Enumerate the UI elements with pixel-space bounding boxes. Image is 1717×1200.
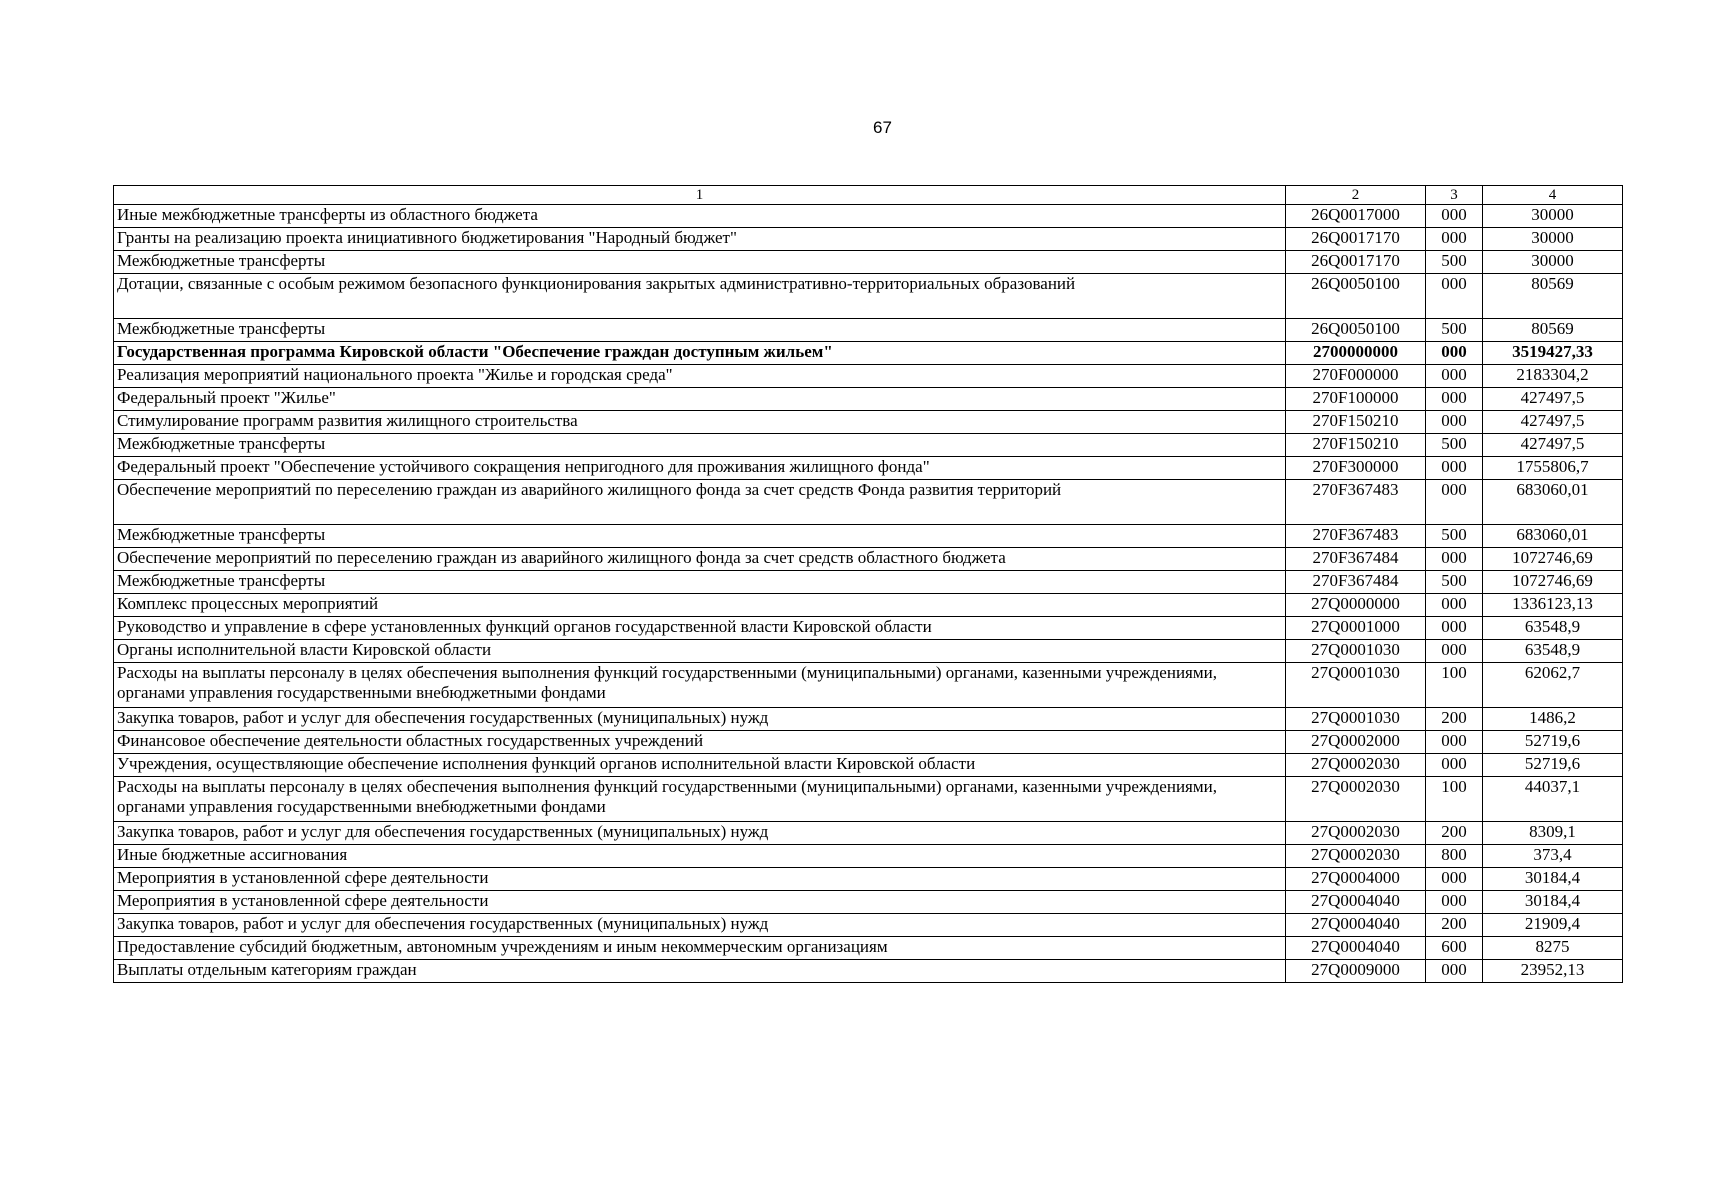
row-code: 27Q0009000 — [1286, 960, 1426, 983]
header-col-amount: 4 — [1483, 186, 1623, 205]
row-amount: 80569 — [1483, 274, 1623, 319]
table-row — [114, 251, 1623, 274]
row-name: Межбюджетные трансферты — [114, 525, 1286, 548]
row-type: 000 — [1426, 365, 1483, 388]
row-amount: 8275 — [1483, 937, 1623, 960]
row-type: 000 — [1426, 388, 1483, 411]
row-type: 000 — [1426, 411, 1483, 434]
row-amount: 8309,1 — [1483, 822, 1623, 845]
row-code: 270F367484 — [1286, 548, 1426, 571]
row-amount: 1336123,13 — [1483, 594, 1623, 617]
row-name: Закупка товаров, работ и услуг для обеспечения государственных (муниципальных) нужд — [114, 708, 1286, 731]
row-amount: 30000 — [1483, 251, 1623, 274]
table-row — [114, 754, 1623, 777]
row-type: 000 — [1426, 594, 1483, 617]
row-amount: 1072746,69 — [1483, 571, 1623, 594]
row-type: 000 — [1426, 754, 1483, 777]
row-type: 500 — [1426, 571, 1483, 594]
row-code: 27Q0004040 — [1286, 937, 1426, 960]
row-name: Реализация мероприятий национального проекта "Жилье и городская среда" — [114, 365, 1286, 388]
table-row — [114, 868, 1623, 891]
table-row — [114, 457, 1623, 480]
table-row — [114, 845, 1623, 868]
header-col-code: 2 — [1286, 186, 1426, 205]
row-amount: 30184,4 — [1483, 868, 1623, 891]
row-type: 000 — [1426, 868, 1483, 891]
row-type: 200 — [1426, 708, 1483, 731]
table-row — [114, 342, 1623, 365]
row-code: 27Q0001030 — [1286, 708, 1426, 731]
row-type: 200 — [1426, 822, 1483, 845]
row-name: Закупка товаров, работ и услуг для обеспечения государственных (муниципальных) нужд — [114, 822, 1286, 845]
table-row — [114, 319, 1623, 342]
row-type: 800 — [1426, 845, 1483, 868]
table-row — [114, 228, 1623, 251]
row-name: Учреждения, осуществляющие обеспечение исполнения функций органов исполнительной власти Кировской области — [114, 754, 1286, 777]
row-name: Выплаты отдельным категориям граждан — [114, 960, 1286, 983]
row-type: 500 — [1426, 434, 1483, 457]
row-type: 000 — [1426, 617, 1483, 640]
table-row — [114, 822, 1623, 845]
row-type: 100 — [1426, 663, 1483, 708]
row-code: 270F367483 — [1286, 480, 1426, 525]
row-name: Расходы на выплаты персоналу в целях обеспечения выполнения функций государственными (муниципальными) органами, казенными учреждениями, органами управления государственными внебюджетными фондами — [114, 663, 1286, 708]
header-col-name: 1 — [114, 186, 1286, 205]
row-type: 000 — [1426, 960, 1483, 983]
row-name: Мероприятия в установленной сфере деятельности — [114, 891, 1286, 914]
row-name: Гранты на реализацию проекта инициативного бюджетирования "Народный бюджет" — [114, 228, 1286, 251]
row-code: 27Q0000000 — [1286, 594, 1426, 617]
row-name: Федеральный проект "Жилье" — [114, 388, 1286, 411]
row-type: 500 — [1426, 319, 1483, 342]
row-code: 27Q0002030 — [1286, 845, 1426, 868]
row-code: 27Q0001030 — [1286, 663, 1426, 708]
row-name: Межбюджетные трансферты — [114, 434, 1286, 457]
row-code: 270F367483 — [1286, 525, 1426, 548]
row-name: Государственная программа Кировской области "Обеспечение граждан доступным жильем" — [114, 342, 1286, 365]
row-type: 000 — [1426, 342, 1483, 365]
table-row — [114, 365, 1623, 388]
row-type: 000 — [1426, 228, 1483, 251]
row-name: Межбюджетные трансферты — [114, 251, 1286, 274]
table-row — [114, 594, 1623, 617]
row-amount: 1486,2 — [1483, 708, 1623, 731]
table-row — [114, 571, 1623, 594]
table-row — [114, 205, 1623, 228]
row-name: Обеспечение мероприятий по переселению граждан из аварийного жилищного фонда за счет средств Фонда развития территорий — [114, 480, 1286, 525]
table-row — [114, 914, 1623, 937]
row-code: 27Q0001000 — [1286, 617, 1426, 640]
row-type: 100 — [1426, 777, 1483, 822]
row-name: Расходы на выплаты персоналу в целях обеспечения выполнения функций государственными (муниципальными) органами, казенными учреждениями, органами управления государственными внебюджетными фондами — [114, 777, 1286, 822]
row-code: 27Q0002030 — [1286, 754, 1426, 777]
row-amount: 80569 — [1483, 319, 1623, 342]
table-row — [114, 960, 1623, 983]
row-amount: 52719,6 — [1483, 754, 1623, 777]
row-type: 500 — [1426, 525, 1483, 548]
row-code: 27Q0004000 — [1286, 868, 1426, 891]
budget-table — [113, 185, 1623, 983]
page-number: 67 — [873, 118, 892, 137]
row-type: 000 — [1426, 640, 1483, 663]
row-name: Предоставление субсидий бюджетным, автономным учреждениям и иным некоммерческим организациям — [114, 937, 1286, 960]
row-amount: 427497,5 — [1483, 388, 1623, 411]
row-code: 26Q0017170 — [1286, 228, 1426, 251]
table-row — [114, 434, 1623, 457]
table-row — [114, 548, 1623, 571]
row-name: Стимулирование программ развития жилищного строительства — [114, 411, 1286, 434]
row-name: Руководство и управление в сфере установленных функций органов государственной власти Кировской области — [114, 617, 1286, 640]
row-code: 2700000000 — [1286, 342, 1426, 365]
row-amount: 21909,4 — [1483, 914, 1623, 937]
table-row — [114, 617, 1623, 640]
table-row — [114, 937, 1623, 960]
row-name: Финансовое обеспечение деятельности областных государственных учреждений — [114, 731, 1286, 754]
row-amount: 30000 — [1483, 228, 1623, 251]
row-name: Обеспечение мероприятий по переселению граждан из аварийного жилищного фонда за счет средств областного бюджета — [114, 548, 1286, 571]
row-amount: 63548,9 — [1483, 617, 1623, 640]
row-code: 27Q0002000 — [1286, 731, 1426, 754]
row-amount: 1755806,7 — [1483, 457, 1623, 480]
table-row — [114, 640, 1623, 663]
table-row — [114, 480, 1623, 525]
row-type: 000 — [1426, 457, 1483, 480]
row-type: 000 — [1426, 731, 1483, 754]
row-amount: 3519427,33 — [1483, 342, 1623, 365]
row-amount: 427497,5 — [1483, 411, 1623, 434]
row-code: 26Q0017170 — [1286, 251, 1426, 274]
row-name: Комплекс процессных мероприятий — [114, 594, 1286, 617]
table-row — [114, 777, 1623, 822]
table-row — [114, 731, 1623, 754]
row-code: 270F150210 — [1286, 434, 1426, 457]
row-name: Иные бюджетные ассигнования — [114, 845, 1286, 868]
table-header-row — [114, 186, 1623, 205]
row-type: 000 — [1426, 548, 1483, 571]
row-code: 270F300000 — [1286, 457, 1426, 480]
row-code: 270F100000 — [1286, 388, 1426, 411]
budget-table-body — [114, 186, 1623, 983]
row-type: 600 — [1426, 937, 1483, 960]
row-code: 27Q0004040 — [1286, 914, 1426, 937]
row-code: 27Q0002030 — [1286, 822, 1426, 845]
row-name: Иные межбюджетные трансферты из областного бюджета — [114, 205, 1286, 228]
row-amount: 683060,01 — [1483, 480, 1623, 525]
table-row — [114, 411, 1623, 434]
row-amount: 52719,6 — [1483, 731, 1623, 754]
table-row — [114, 663, 1623, 708]
table-row — [114, 708, 1623, 731]
row-type: 000 — [1426, 205, 1483, 228]
row-amount: 30184,4 — [1483, 891, 1623, 914]
row-type: 500 — [1426, 251, 1483, 274]
row-name: Закупка товаров, работ и услуг для обеспечения государственных (муниципальных) нужд — [114, 914, 1286, 937]
row-type: 200 — [1426, 914, 1483, 937]
row-name: Органы исполнительной власти Кировской области — [114, 640, 1286, 663]
table-row — [114, 274, 1623, 319]
row-type: 000 — [1426, 274, 1483, 319]
row-type: 000 — [1426, 891, 1483, 914]
row-amount: 23952,13 — [1483, 960, 1623, 983]
table-row — [114, 525, 1623, 548]
row-code: 26Q0017000 — [1286, 205, 1426, 228]
row-amount: 44037,1 — [1483, 777, 1623, 822]
row-type: 000 — [1426, 480, 1483, 525]
row-amount: 1072746,69 — [1483, 548, 1623, 571]
row-amount: 427497,5 — [1483, 434, 1623, 457]
row-code: 270F367484 — [1286, 571, 1426, 594]
row-amount: 683060,01 — [1483, 525, 1623, 548]
row-amount: 2183304,2 — [1483, 365, 1623, 388]
row-code: 270F000000 — [1286, 365, 1426, 388]
row-amount: 373,4 — [1483, 845, 1623, 868]
row-amount: 30000 — [1483, 205, 1623, 228]
row-code: 26Q0050100 — [1286, 274, 1426, 319]
table-row — [114, 891, 1623, 914]
row-code: 26Q0050100 — [1286, 319, 1426, 342]
row-code: 27Q0002030 — [1286, 777, 1426, 822]
row-code: 27Q0001030 — [1286, 640, 1426, 663]
row-code: 27Q0004040 — [1286, 891, 1426, 914]
row-name: Межбюджетные трансферты — [114, 319, 1286, 342]
header-col-type: 3 — [1426, 186, 1483, 205]
table-row — [114, 388, 1623, 411]
row-name: Федеральный проект "Обеспечение устойчивого сокращения непригодного для проживания жилищного фонда" — [114, 457, 1286, 480]
row-code: 270F150210 — [1286, 411, 1426, 434]
row-name: Дотации, связанные с особым режимом безопасного функционирования закрытых административно-территориальных образований — [114, 274, 1286, 319]
row-name: Межбюджетные трансферты — [114, 571, 1286, 594]
row-amount: 63548,9 — [1483, 640, 1623, 663]
row-amount: 62062,7 — [1483, 663, 1623, 708]
row-name: Мероприятия в установленной сфере деятельности — [114, 868, 1286, 891]
